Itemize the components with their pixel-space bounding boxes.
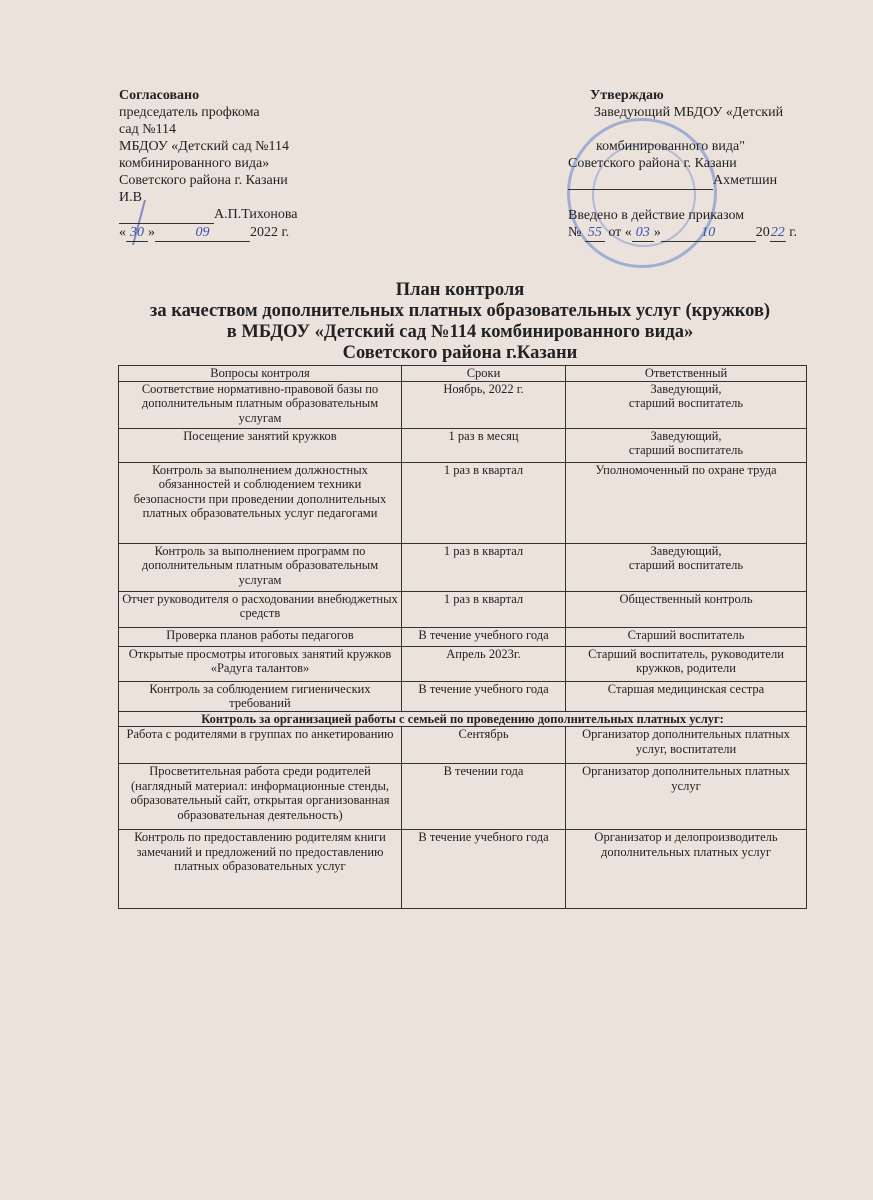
responsible: Организатор дополнительных платных услуг xyxy=(566,764,807,830)
table-row xyxy=(119,646,807,681)
table-row xyxy=(119,428,807,462)
agreed-line: комбинированного вида» xyxy=(119,156,270,171)
table-row xyxy=(119,727,807,764)
control-question: Работа с родителями в группах по анкетированию xyxy=(119,727,402,764)
control-question: Отчет руководителя о расходовании внебюджетных средств xyxy=(119,591,402,627)
approved-heading: Утверждаю xyxy=(590,88,664,103)
approved-signer-line xyxy=(568,172,797,190)
order-year: 22 xyxy=(770,225,785,240)
responsible: Старшая медицинская сестра xyxy=(566,681,807,711)
agreed-line: Советского района г. Казани xyxy=(119,173,288,188)
control-question: Контроль за соблюдением гигиенических требований xyxy=(119,681,402,711)
agreed-line: И.В xyxy=(119,190,142,205)
title-line: План контроля xyxy=(395,280,525,300)
control-plan-table xyxy=(118,365,807,909)
control-question: Просветительная работа среди родителей (наглядный материал: информационные стенды, образовательный сайт, открытая организованная образовательная деятельность) xyxy=(119,764,402,830)
agreed-block xyxy=(119,87,298,242)
approved-line: Заведующий МБДОУ «Детский xyxy=(594,105,784,120)
approved-block xyxy=(568,87,797,242)
section-row xyxy=(119,711,807,727)
agreed-signer: А.П.Тихонова xyxy=(214,207,298,222)
responsible: Старший воспитатель xyxy=(566,627,807,646)
deadline: В течение учебного года xyxy=(402,830,566,909)
deadline: В течении года xyxy=(402,764,566,830)
agreed-month: 09 xyxy=(155,224,250,242)
control-question: Открытые просмотры итоговых занятий кружков «Радуга талантов» xyxy=(119,646,402,681)
approved-line: комбинированного вида" xyxy=(596,139,745,154)
header-responsible: Ответственный xyxy=(566,366,807,382)
deadline: 1 раз в квартал xyxy=(402,543,566,591)
table-row xyxy=(119,830,807,909)
table-row xyxy=(119,381,807,428)
control-question: Проверка планов работы педагогов xyxy=(119,627,402,646)
table-row xyxy=(119,591,807,627)
title-line: Советского района г.Казани xyxy=(342,343,578,363)
header-deadlines: Сроки xyxy=(402,366,566,382)
responsible: Старший воспитатель, руководители кружков, родители xyxy=(566,646,807,681)
deadline: В течение учебного года xyxy=(402,681,566,711)
responsible: Заведующий, старший воспитатель xyxy=(566,428,807,462)
agreed-line: председатель профкома xyxy=(119,105,260,120)
agreed-line: сад №114 xyxy=(119,122,177,137)
deadline: 1 раз в квартал xyxy=(402,591,566,627)
agreed-year: 2022 г. xyxy=(250,225,290,240)
document-title xyxy=(110,280,810,364)
responsible: Заведующий, старший воспитатель xyxy=(566,381,807,428)
deadline: Апрель 2023г. xyxy=(402,646,566,681)
table-row xyxy=(119,462,807,543)
control-question: Контроль за выполнением должностных обязанностей и соблюдением техники безопасности при проведении дополнительных платных образовательных услуг педагогами xyxy=(119,462,402,543)
responsible: Уполномоченный по охране труда xyxy=(566,462,807,543)
deadline: В течение учебного года xyxy=(402,627,566,646)
agreed-signer-line xyxy=(119,206,298,224)
agreed-day: 30 xyxy=(126,224,148,242)
agreed-date: « 30 » 09 2022 г. xyxy=(119,225,290,240)
responsible: Общественный контроль xyxy=(566,591,807,627)
title-line: в МБДОУ «Детский сад №114 комбинированного вида» xyxy=(226,322,694,342)
order-month: 10 xyxy=(661,224,756,242)
order-day: 03 xyxy=(632,224,654,242)
control-question: Соответствие нормативно-правовой базы по дополнительным платным образовательным услугам xyxy=(119,381,402,428)
order-date: № 55 от « 03 » 10 2022 г. xyxy=(568,225,797,240)
section-heading: Контроль за организацией работы с семьей по проведению дополнительных платных услуг: xyxy=(119,711,807,727)
control-question: Контроль за выполнением программ по дополнительным платным образовательным услугам xyxy=(119,543,402,591)
table-header-row xyxy=(119,366,807,382)
order-number: 55 xyxy=(585,224,605,242)
approved-line: Советского района г. Казани xyxy=(568,156,737,171)
table-row xyxy=(119,627,807,646)
responsible: Организатор и делопроизводитель дополнительных платных услуг xyxy=(566,830,807,909)
deadline: 1 раз в квартал xyxy=(402,462,566,543)
table-row xyxy=(119,764,807,830)
deadline: 1 раз в месяц xyxy=(402,428,566,462)
responsible: Организатор дополнительных платных услуг, воспитатели xyxy=(566,727,807,764)
responsible: Заведующий, старший воспитатель xyxy=(566,543,807,591)
control-question: Контроль по предоставлению родителям книги замечаний и предложений по предоставлению платных образовательных услуг xyxy=(119,830,402,909)
header-questions: Вопросы контроля xyxy=(119,366,402,382)
order-label: Введено в действие приказом xyxy=(568,208,745,223)
deadline: Сентябрь xyxy=(402,727,566,764)
table-row xyxy=(119,543,807,591)
approved-signer: Ахметшин xyxy=(713,173,778,188)
title-line: за качеством дополнительных платных образовательных услуг (кружков) xyxy=(149,301,771,321)
agreed-line: МБДОУ «Детский сад №114 xyxy=(119,139,290,154)
agreed-heading: Согласовано xyxy=(119,88,200,103)
deadline: Ноябрь, 2022 г. xyxy=(402,381,566,428)
control-question: Посещение занятий кружков xyxy=(119,428,402,462)
table-row xyxy=(119,681,807,711)
